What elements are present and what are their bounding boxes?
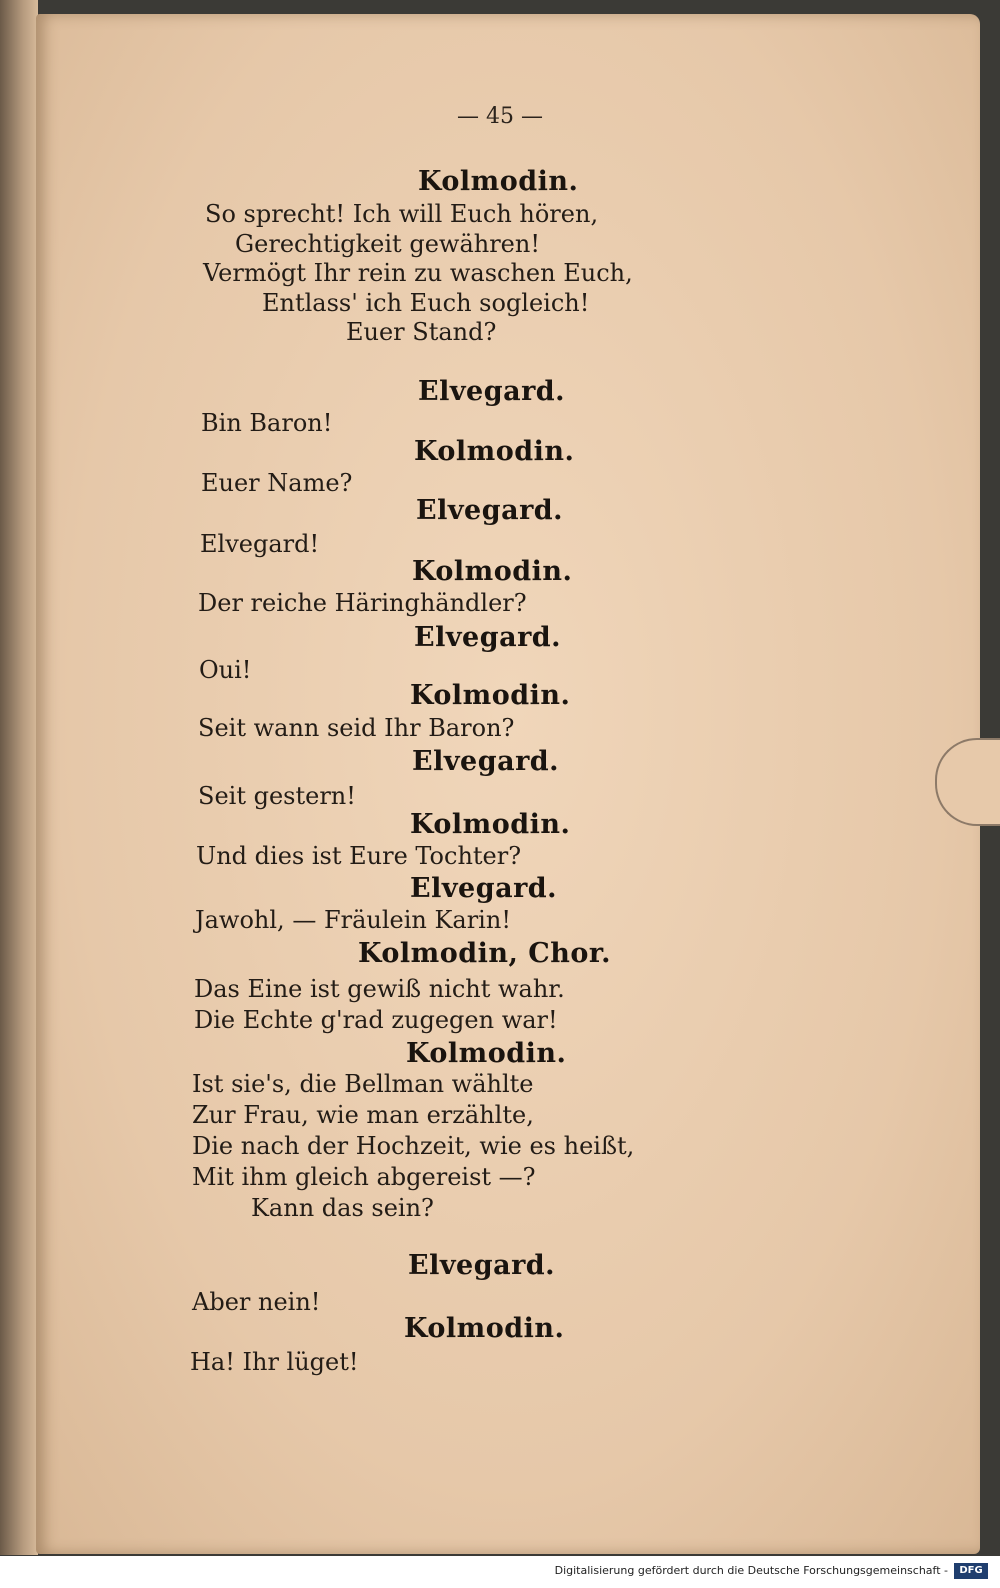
speaker-name: Kolmodin, Chor. bbox=[358, 938, 612, 969]
speaker-name: Elvegard. bbox=[410, 873, 558, 904]
facing-page-edge bbox=[0, 0, 38, 1555]
verse-line: Vermögt Ihr rein zu waschen Euch, bbox=[203, 259, 633, 287]
verse-line: Zur Frau, wie man erzählte, bbox=[192, 1101, 534, 1129]
verse-line: Mit ihm gleich abgereist —? bbox=[192, 1163, 536, 1191]
verse-line: Bin Baron! bbox=[201, 409, 333, 437]
speaker-name: Kolmodin. bbox=[410, 809, 571, 840]
speaker-name: Elvegard. bbox=[418, 376, 566, 407]
verse-line: Kann das sein? bbox=[251, 1194, 434, 1222]
verse-line: So sprecht! Ich will Euch hören, bbox=[205, 200, 599, 228]
speaker-name: Kolmodin. bbox=[412, 556, 573, 587]
footer-bar bbox=[0, 1556, 1000, 1588]
verse-line: Seit wann seid Ihr Baron? bbox=[198, 714, 515, 742]
page-number: — 45 — bbox=[457, 104, 543, 129]
verse-line: Und dies ist Eure Tochter? bbox=[196, 842, 522, 870]
speaker-name: Elvegard. bbox=[414, 622, 562, 653]
speaker-name: Kolmodin. bbox=[404, 1313, 565, 1344]
speaker-name: Elvegard. bbox=[408, 1250, 556, 1281]
funding-credit: Digitalisierung gefördert durch die Deutsche Forschungsgemeinschaft - bbox=[554, 1564, 948, 1577]
verse-line: Aber nein! bbox=[192, 1288, 321, 1316]
speaker-name: Elvegard. bbox=[416, 495, 564, 526]
verse-line: Ist sie's, die Bellman wählte bbox=[192, 1070, 534, 1098]
speaker-name: Kolmodin. bbox=[418, 166, 579, 197]
verse-line: Seit gestern! bbox=[198, 782, 356, 810]
verse-line: Gerechtigkeit gewähren! bbox=[235, 230, 540, 258]
verse-line: Die Echte g'rad zugegen war! bbox=[194, 1006, 558, 1034]
verse-line: Der reiche Häringhändler? bbox=[198, 589, 527, 617]
verse-line: Jawohl, — Fräulein Karin! bbox=[195, 906, 511, 934]
verse-line: Euer Name? bbox=[201, 469, 353, 497]
verse-line: Entlass' ich Euch sogleich! bbox=[262, 289, 590, 317]
verse-line: Elvegard! bbox=[200, 530, 320, 558]
speaker-name: Kolmodin. bbox=[406, 1038, 567, 1069]
verse-line: Euer Stand? bbox=[346, 318, 497, 346]
verse-line: Die nach der Hochzeit, wie es heißt, bbox=[192, 1132, 635, 1160]
speaker-name: Kolmodin. bbox=[410, 680, 571, 711]
verse-line: Das Eine ist gewiß nicht wahr. bbox=[194, 975, 565, 1003]
verse-line: Oui! bbox=[199, 656, 252, 684]
speaker-name: Elvegard. bbox=[412, 746, 560, 777]
verse-line: Ha! Ihr lüget! bbox=[190, 1348, 359, 1376]
dfg-logo: DFG bbox=[954, 1563, 988, 1579]
speaker-name: Kolmodin. bbox=[414, 436, 575, 467]
